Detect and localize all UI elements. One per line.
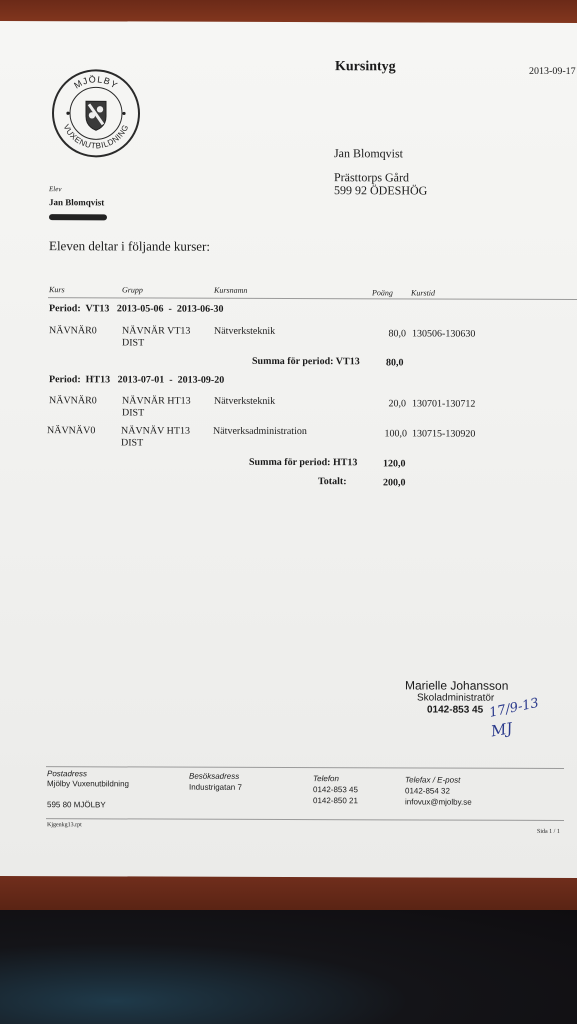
footer-telefon-label: Telefon	[313, 774, 339, 784]
row-kursnamn: Nätverksteknik	[214, 325, 276, 337]
col-kursnamn: Kursnamn	[214, 285, 248, 295]
period-vt13-sum-value: 80,0	[386, 357, 404, 369]
total-value: 200,0	[383, 477, 406, 489]
period-vt13-header: Period: VT13 2013-05-06 - 2013-06-30	[49, 303, 224, 315]
row-kursnamn: Nätverksteknik	[214, 395, 276, 407]
redacted-id	[49, 208, 107, 226]
certificate-document	[0, 21, 577, 878]
report-name: Kjgenkg13.rpt	[47, 822, 82, 829]
period-ht13-sum-label: Summa för period: HT13	[249, 456, 358, 469]
recipient-name: Jan Blomqvist	[334, 146, 404, 161]
row-grupp: NÄVNÄR VT13	[122, 325, 191, 337]
footer-postadress-label: Postadress	[47, 769, 88, 779]
header-rule	[48, 297, 577, 300]
signatory-title: Skoladministratör	[417, 692, 495, 704]
signatory-name: Marielle Johansson	[405, 678, 509, 693]
footer-telefon-line2: 0142-850 21	[313, 796, 358, 806]
row-grupp: NÄVNÄR HT13	[122, 395, 191, 407]
row-grupp: NÄVNÄV HT13	[121, 425, 190, 437]
intro-text: Eleven deltar i följande kurser:	[49, 238, 210, 254]
coat-of-arms-icon	[86, 101, 106, 130]
background-floor	[0, 910, 577, 1024]
school-seal	[51, 68, 141, 158]
row-kurstid: 130506-130630	[412, 328, 476, 340]
row-kurs: NÄVNÄV0	[47, 425, 96, 437]
row-kurstid: 130715-130920	[412, 428, 476, 440]
col-kurs: Kurs	[49, 285, 65, 295]
period-vt13-sum-label: Summa för period: VT13	[252, 355, 360, 368]
row-grupp-dist: DIST	[121, 437, 144, 449]
footer-telefon-line1: 0142-853 45	[313, 785, 358, 795]
document-date: 2013-09-17	[529, 65, 576, 78]
col-kurstid: Kurstid	[411, 288, 436, 298]
row-poang: 100,0	[384, 428, 407, 440]
handwritten-date: 17/9-13	[487, 695, 541, 721]
row-grupp-dist: DIST	[122, 407, 145, 419]
footer-besok-label: Besöksadress	[189, 771, 240, 781]
period-ht13-header: Period: HT13 2013-07-01 - 2013-09-20	[49, 374, 225, 386]
student-label: Elev	[49, 185, 62, 194]
handwritten-initials: MJ	[489, 719, 514, 741]
page-number: Sida 1 / 1	[537, 828, 560, 835]
footer-postadress-line1: Mjölby Vuxenutbildning	[47, 779, 129, 789]
row-poang: 80,0	[388, 328, 406, 340]
recipient-address-line2: 599 92 ÖDESHÖG	[334, 183, 428, 198]
footer-email: infovux@mjolby.se	[405, 797, 472, 807]
footer-rule-top	[46, 766, 564, 769]
col-grupp: Grupp	[122, 285, 143, 295]
footer-rule-bottom	[46, 818, 564, 821]
footer-postadress-line2: 595 80 MJÖLBY	[47, 800, 106, 810]
row-kurs: NÄVNÄR0	[49, 395, 97, 407]
footer-fax-line1: 0142-854 32	[405, 786, 450, 796]
row-kurs: NÄVNÄR0	[49, 325, 97, 337]
row-kurstid: 130701-130712	[412, 398, 476, 410]
document-title: Kursintyg	[335, 59, 396, 75]
signatory-phone: 0142-853 45	[427, 704, 484, 716]
row-poang: 20,0	[388, 398, 406, 410]
row-grupp-dist: DIST	[122, 337, 145, 349]
seal-text-bottom: VUXENUTBILDNING	[61, 122, 131, 151]
footer-fax-label: Telefax / E-post	[405, 775, 461, 785]
recipient-address-line1: Prästtorps Gård	[334, 170, 409, 185]
period-ht13-sum-value: 120,0	[383, 458, 406, 470]
footer-besok-line1: Industrigatan 7	[189, 782, 242, 792]
seal-text-top: MJÖLBY	[72, 74, 120, 91]
student-name: Jan Blomqvist	[49, 197, 105, 208]
row-kursnamn: Nätverksadministration	[213, 425, 307, 438]
svg-text:MJÖLBY	[72, 74, 120, 91]
total-label: Totalt:	[318, 476, 347, 488]
col-poang: Poäng	[372, 288, 393, 298]
